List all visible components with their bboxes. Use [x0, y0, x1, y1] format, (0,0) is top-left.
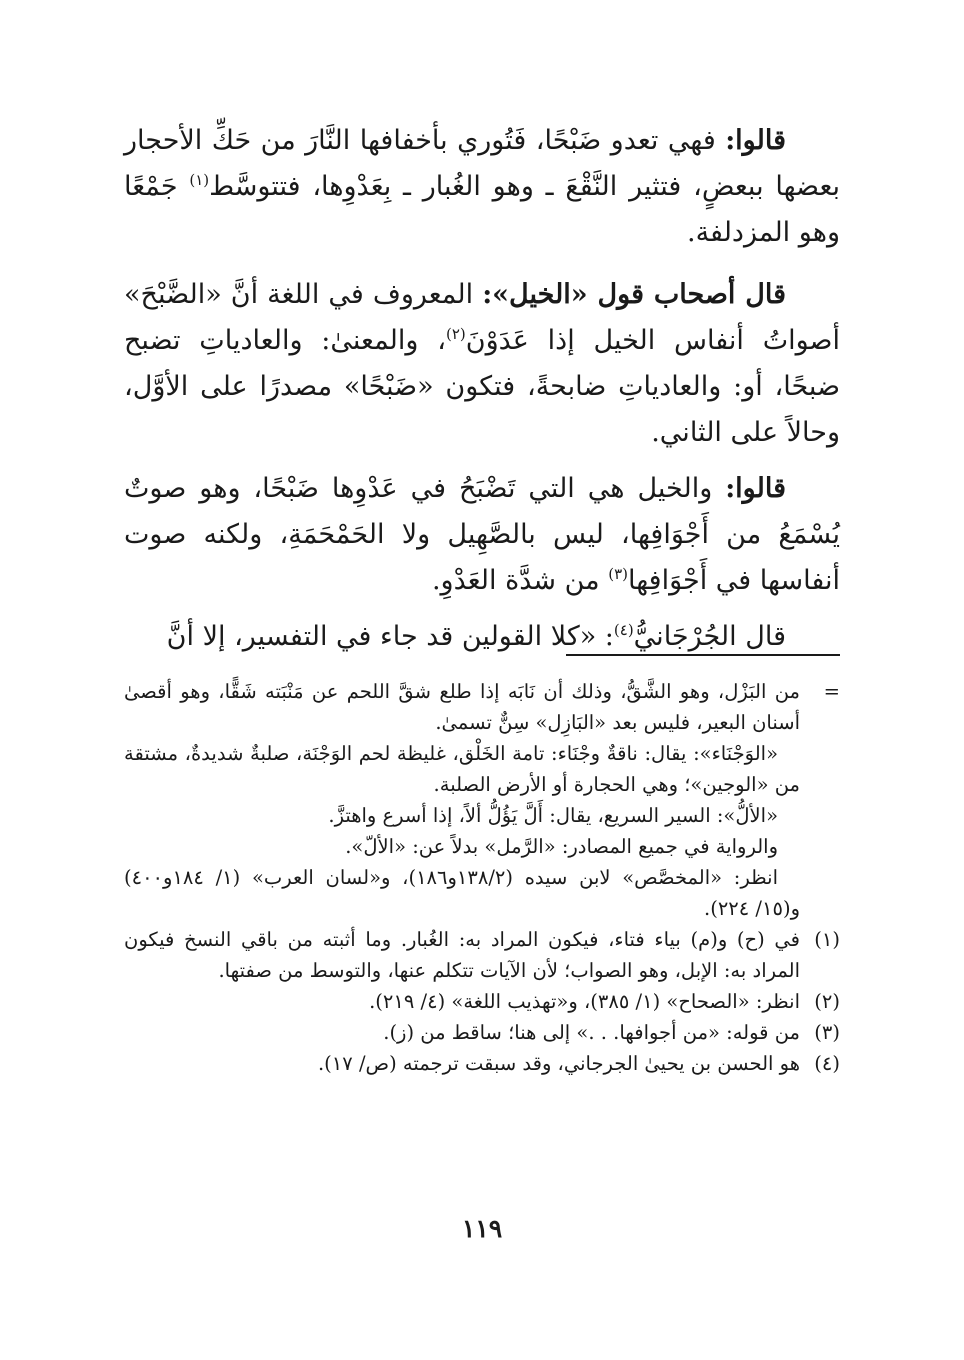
paragraph-text: فهي تعدو ضَبْحًا، فَتُوري بأخفافها النَّارَ من حَكِّ الأحجار بعضها ببعضٍ، فتثير النَّقْعَ ـ وهو الغُبار ـ بِعَدْوِها، فتتوسَّط: [124, 125, 840, 202]
footnote-ref: (٣): [608, 565, 628, 583]
footnote-text: في (ح) و(م) بياء فتاء، فيكون المراد به: الغُبار. وما أثبته من باقي النسخ فيكون المراد به: الإبل، وهو الصواب؛ لأن الآيات تتكلم عنها، والتوسط من صفتها.: [124, 928, 800, 982]
paragraph-lead: قالوا:: [725, 125, 786, 156]
paragraph-lead: قال أصحاب قول «الخيل»:: [482, 279, 786, 310]
footnote-continuation: [124, 676, 840, 924]
paragraph-lead: قالوا:: [725, 473, 786, 504]
footnote-3: [124, 1017, 840, 1048]
footnote-line: «الألُّ»: السير السريع، يقال: أَلَّ يَؤُلُّ ألاً، إذا أسرع واهتزَّ.: [328, 804, 778, 827]
paragraph-text: من شدَّة العَدْوِ.: [431, 565, 609, 596]
footnote-number: (٣): [814, 1021, 840, 1044]
footnote-4: [124, 1048, 840, 1079]
footnote-number: (٤): [814, 1052, 840, 1075]
paragraph-2: [124, 272, 840, 456]
footnote-ref: (١): [189, 171, 210, 189]
paragraph-text: ، والمعنىٰ: والعادياتِ تضبح ضبحًا، أو: والعادياتِ ضابحةً، فتكون «ضَبْحًا» مصدرًا على الأوَّل، وحالاً على الثاني.: [124, 325, 840, 448]
footnote-1: [124, 924, 840, 986]
main-text: [124, 118, 840, 660]
paragraph-text: جَمْعًا وهو المزدلفة.: [124, 171, 840, 248]
footnote-line: «الوَجْنَاء»: يقال: ناقةٌ وجْنَاء: تامة الخَلْق، غليظة لحم الوَجْنَة، صلبةٌ شديدةٌ، مشتقة من «الوجين»؛ وهي الحجارة أو الأرض الصلبة.: [124, 742, 800, 796]
paragraph-lead: قال الجُرْجَانيُّ: [633, 621, 786, 652]
footnote-line: من البَزْل، وهو الشَّقُّ، وذلك أن نَابَه إذا طلع شقَّ اللحم عن مَنْبَته شَقًّا، وهو أقصىٰ أسنان البعير، فليس بعد «البَازِل» سِنٌّ تسمىٰ.: [124, 680, 800, 734]
footnote-2: [124, 986, 840, 1017]
footnote-number: (١): [814, 928, 840, 951]
paragraph-3: [124, 466, 840, 604]
paragraph-text: والخيل هي التي تَضْبَحُ في عَدْوِها ضَبْحًا، وهو صوتٌ يُسْمَعُ من أَجْوَافِها، ليس بالصَّهِيل ولا الحَمْحَمَةِ، ولكنه صوت أنفاسها في أَجْوَافِها: [124, 473, 840, 596]
footnotes: [124, 676, 840, 1079]
footnote-text: انظر: «الصحاح» (١/ ٣٨٥)، و«تهذيب اللغة» (٤/ ٢١٩).: [369, 990, 800, 1013]
footnote-line: والرواية في جميع المصادر: «الرَّمل» بدلاً عن: «الألّ».: [345, 835, 778, 858]
paragraph-text: المعروف في اللغة أنَّ «الضَّبْحَ» أصواتُ أنفاس الخيل إذا عَدَوْنَ: [124, 279, 840, 356]
paragraph-text: : «كلا القولين قد جاء في التفسير، إلا أنَّ: [166, 621, 614, 652]
continuation-marker: =: [823, 680, 840, 703]
footnote-ref: (٤): [613, 621, 634, 639]
paragraph-1: [124, 118, 840, 256]
footnote-ref: (٢): [445, 325, 466, 343]
footnote-line: انظر: «المخصَّص» لابن سيده (١٣٨/٢و١٨٦)، و«لسان العرب» (١/ ١٨٤و٤٠٠) و(١٥/ ٢٢٤).: [124, 866, 800, 920]
footnote-text: هو الحسن بن يحيىٰ الجرجاني، وقد سبقت ترجمته (ص/ ١٧).: [317, 1052, 800, 1075]
footnote-number: (٢): [814, 990, 840, 1013]
footnote-text: من قوله: «من أجوافها. . .» إلى هنا؛ ساقط من (ز).: [383, 1021, 800, 1044]
page-number: ١١٩: [461, 1214, 503, 1243]
footnote-divider: [566, 654, 840, 656]
